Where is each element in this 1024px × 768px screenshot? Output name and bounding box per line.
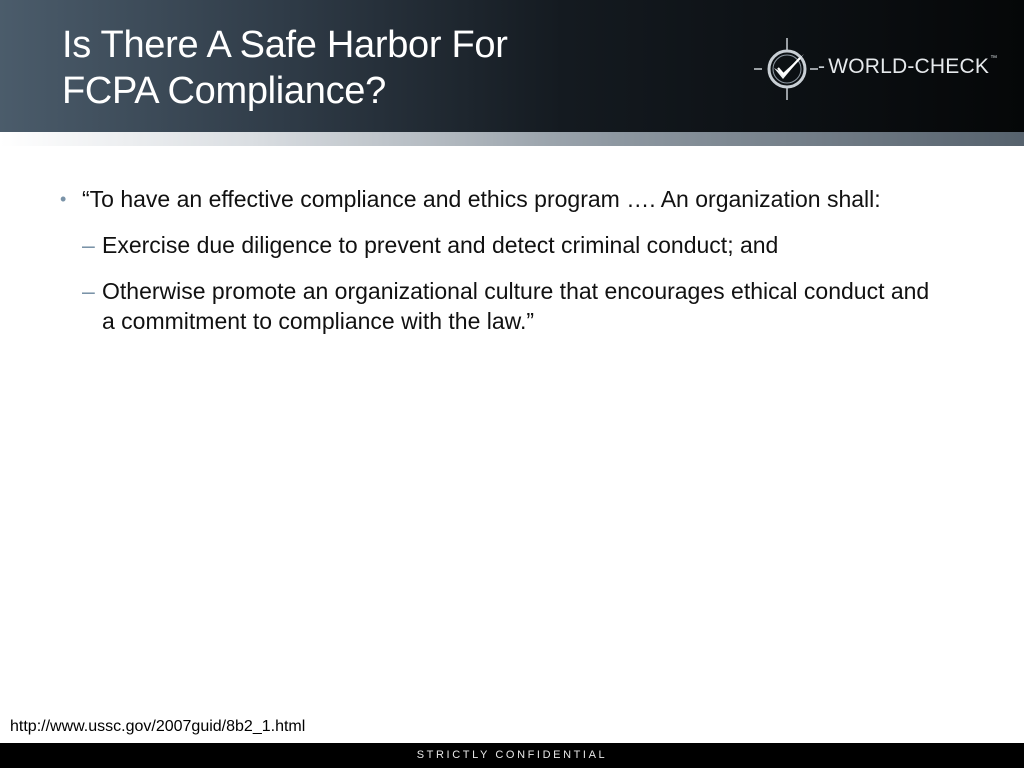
world-check-wordmark: - WORLD-CHECK™	[818, 55, 998, 78]
slide-title	[62, 22, 702, 114]
bullet-marker: •	[60, 189, 67, 209]
sub-bullet-text: Otherwise promote an organizational culture that encourages ethical conduct and a commitment to compliance with the law.”	[102, 278, 930, 334]
sub-bullet-marker: –	[82, 232, 95, 258]
footer-label: STRICTLY CONFIDENTIAL	[416, 749, 608, 761]
logo-name: WORLD-CHECK	[828, 55, 990, 78]
slide-body	[58, 184, 938, 336]
world-check-logo	[754, 38, 998, 100]
bullet-item	[58, 184, 938, 214]
sub-bullet-marker: –	[82, 278, 95, 304]
slide-title-line-2: FCPA Compliance?	[62, 70, 386, 112]
sub-bullet-text: Exercise due diligence to prevent and detect criminal conduct; and	[102, 232, 779, 258]
world-check-compass-logo-icon	[754, 38, 818, 100]
sub-bullet-item	[82, 230, 938, 260]
bullet-text: “To have an effective compliance and ethics program …. An organization shall:	[82, 186, 881, 212]
source-link[interactable]: http://www.ussc.gov/2007guid/8b2_1.html	[10, 718, 306, 735]
sub-bullet-item	[82, 276, 938, 336]
logo-trademark: ™	[990, 55, 998, 62]
slide-header	[0, 0, 1024, 132]
slide-title-line-1: Is There A Safe Harbor For	[62, 24, 508, 66]
header-gradient-strip	[0, 132, 1024, 146]
confidential-footer	[0, 743, 1024, 768]
